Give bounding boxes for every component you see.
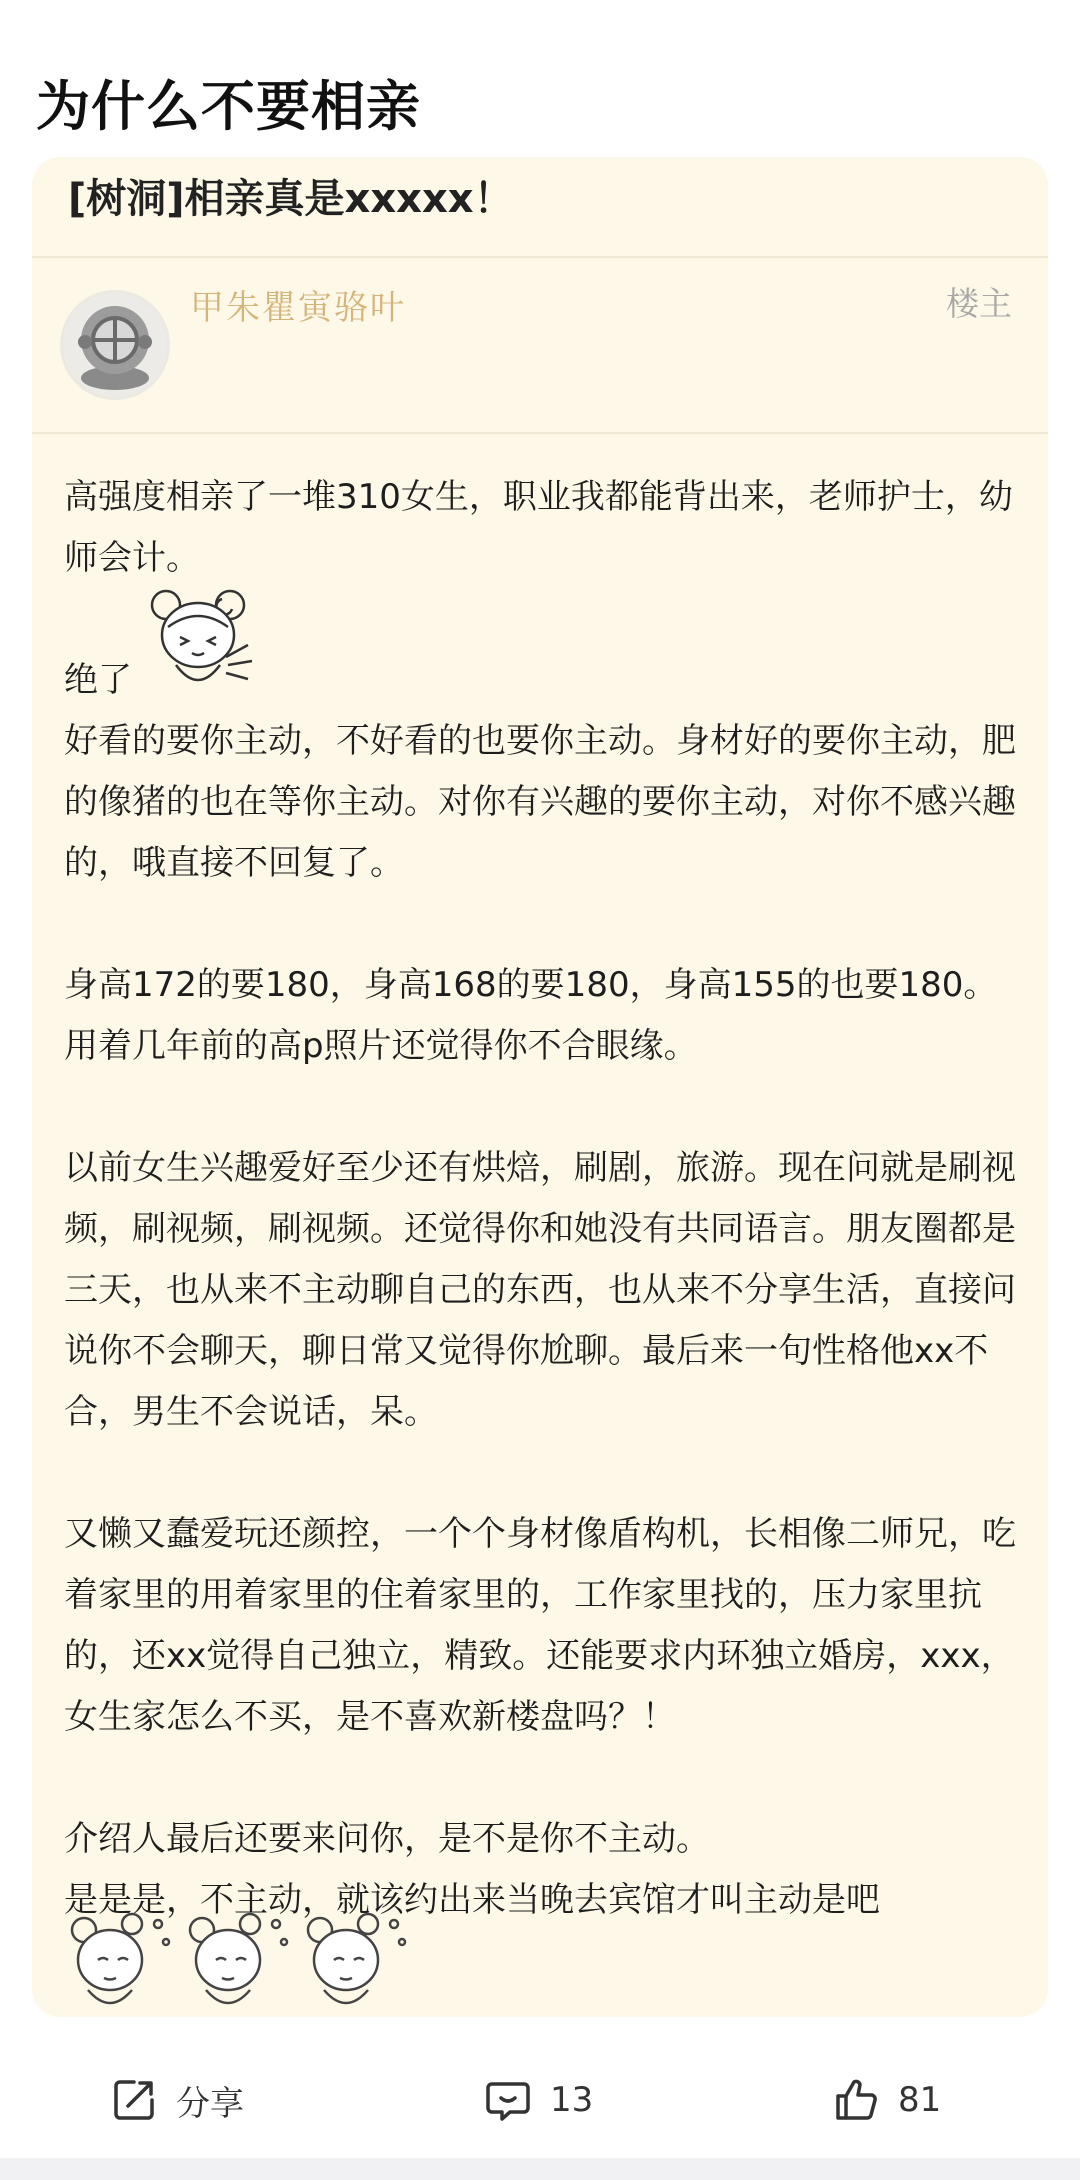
post-paragraph: 好看的要你主动，不好看的也要你主动。身材好的要你主动，肥的像猪的也在等你主动。对你有兴趣的要你主动，对你不感兴趣的，哦直接不回复了。 <box>64 721 1016 883</box>
op-badge: 楼主 <box>946 284 1012 323</box>
like-count: 81 <box>898 2080 942 2120</box>
post-paragraph: 介绍人最后还要来问你，是不是你不主动。 <box>64 1819 710 1859</box>
post-body <box>64 467 1024 1931</box>
post-card <box>32 157 1048 2017</box>
cartoon-girl-sticker <box>178 1902 298 2010</box>
comment-icon <box>484 2076 532 2124</box>
post-paragraph: 以前女生兴趣爱好至少还有烘焙，刷剧，旅游。现在问就是刷视频，刷视频，刷视频。还觉得你和她没有共同语言。朋友圈都是三天，也从来不主动聊自己的东西，也从来不分享生活，直接问说你不会聊天，聊日常又觉得你尬聊。最后来一句性格他xx不合，男生不会说话，呆。 <box>64 1148 1016 1432</box>
action-bar <box>0 2050 1080 2150</box>
comment-count: 13 <box>550 2080 594 2120</box>
diving-helmet-icon <box>60 290 170 400</box>
post-paragraph: 又懒又蠢爱玩还颜控，一个个身材像盾构机，长相像二师兄，吃着家里的用着家里的住着家里的，工作家里找的，压力家里抗的，还xx觉得自己独立，精致。还能要求内环独立婚房，xxx，女生家怎么不买，是不喜欢新楼盘吗？！ <box>64 1514 1016 1737</box>
post-paragraph: 高强度相亲了一堆310女生，职业我都能背出来，老师护士，幼师会计。 <box>64 477 1013 578</box>
cartoon-girl-sticker <box>60 1902 180 2010</box>
thread-title: [树洞]相亲真是xxxxx！ <box>68 176 514 222</box>
share-button[interactable] <box>110 2070 244 2130</box>
share-icon <box>110 2076 158 2124</box>
share-label: 分享 <box>176 2083 244 2124</box>
juele-line <box>64 589 1024 711</box>
cartoon-girl-sticker <box>138 579 258 691</box>
thumbs-up-icon <box>832 2076 880 2124</box>
author-divider <box>32 432 1048 434</box>
avatar[interactable] <box>60 290 170 400</box>
post-paragraph: 身高172的要180，身高168的要180，身高155的也要180。用着几年前的高p照片还觉得你不合眼缘。 <box>64 965 998 1066</box>
post-paragraph: 绝了 <box>64 660 132 700</box>
author-name[interactable]: 甲朱瞿寅骆叶 <box>190 288 406 328</box>
sticker-row <box>60 1902 440 2010</box>
comment-button[interactable] <box>484 2070 593 2130</box>
post-paragraph: 是是是，不主动，就该约出来当晚去宾馆才叫主动是吧 <box>64 1880 880 1920</box>
title-divider <box>32 256 1048 258</box>
cartoon-girl-sticker <box>296 1902 416 2010</box>
like-button[interactable] <box>832 2070 941 2130</box>
page-title: 为什么不要相亲 <box>36 75 421 138</box>
bottom-strip <box>0 2158 1080 2180</box>
